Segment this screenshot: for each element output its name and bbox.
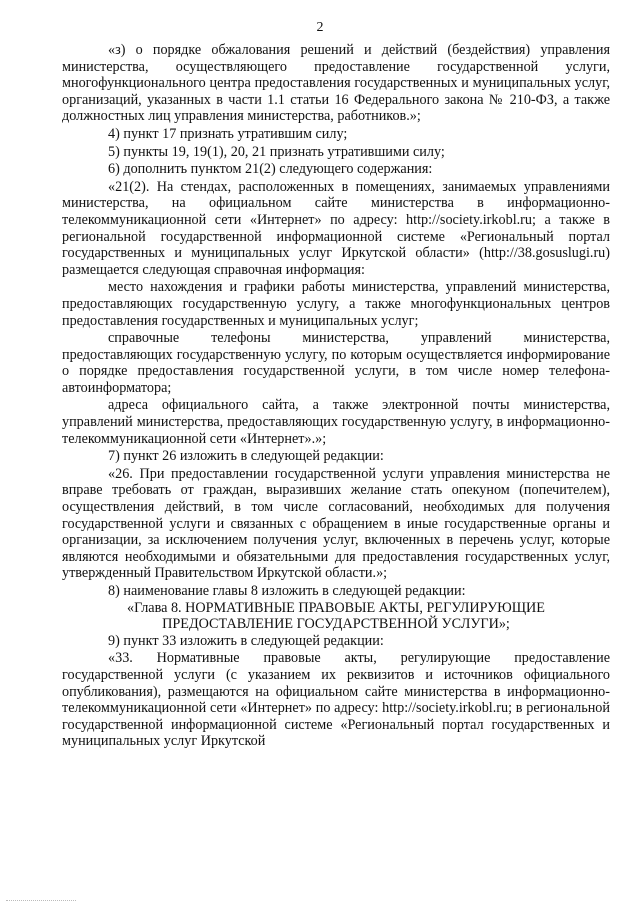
document-body bbox=[62, 42, 610, 750]
paragraph-21-2-stands: «21(2). На стендах, расположенных в помещениях, занимаемых управлениями министерства, на официальном сайте министерства в информационно-телекоммуникационной сети «Интернет» по адресу: http://society.irkobl.ru; а также в региональной государственной информационной системе «Региональный портал государственных и муниципальных услуг Иркутской области» (http://38.gosuslugi.ru) размещается следующая справочная информация: bbox=[62, 178, 610, 278]
paragraph-website-email: адреса официального сайта, а также электронной почты министерства, управлений министерства, предоставляющих государственную услугу, в информационно-телекоммуникационной сети «Интернет».»; bbox=[62, 397, 610, 447]
paragraph-item-7: 7) пункт 26 изложить в следующей редакции: bbox=[108, 448, 384, 465]
paragraph-reference-phones: справочные телефоны министерства, управлений министерства, предоставляющих государственную услугу, по которым осуществляется информирование о порядке предоставления государственной услуги, в том числе номер телефона-автоинформатора; bbox=[62, 330, 610, 396]
paragraph-item-6: 6) дополнить пунктом 21(2) следующего содержания: bbox=[108, 161, 433, 178]
paragraph-item-5: 5) пункты 19, 19(1), 20, 21 признать утратившими силу; bbox=[108, 143, 445, 160]
paragraph-26-requirements: «26. При предоставлении государственной услуги управления министерства не вправе требовать от граждан, выразивших желание стать опекуном (попечителем), осуществления действий, в том числе согласований, необходимых для получения государственной услуги и связанных с обращением в иные государственные органы и организации, за исключением получения услуг, включенных в перечень услуг, которые являются необходимыми и обязательными для предоставления государственных услуг, утвержденный Правительством Иркутской области.»; bbox=[62, 465, 610, 582]
chapter-8-heading: «Глава 8. НОРМАТИВНЫЕ ПРАВОВЫЕ АКТЫ, РЕГУЛИРУЮЩИЕ ПРЕДОСТАВЛЕНИЕ ГОСУДАРСТВЕННОЙ УСЛУГИ»; bbox=[127, 599, 545, 633]
paragraph-item-9: 9) пункт 33 изложить в следующей редакции: bbox=[108, 632, 384, 649]
scan-edge-mark bbox=[6, 900, 76, 901]
paragraph-item-8: 8) наименование главы 8 изложить в следующей редакции: bbox=[108, 583, 466, 599]
page-number: 2 bbox=[316, 20, 324, 35]
paragraph-item-4: 4) пункт 17 признать утратившим силу; bbox=[108, 125, 348, 142]
paragraph-location-schedules: место нахождения и графики работы министерства, управлений министерства, предоставляющих государственную услугу, а также многофункциональных центров предоставления государственных и муниципальных услуг; bbox=[62, 279, 610, 329]
paragraph-3z-appeal-procedure: «з) о порядке обжалования решений и действий (бездействия) управления министерства, осуществляющего предоставление государственной услуги, многофункционального центра предоставления государственных и муниципальных услуг, организаций, указанных в части 1.1 статьи 16 Федерального закона № 210-ФЗ, а также должностных лиц управления министерства, работников.»; bbox=[62, 42, 610, 125]
paragraph-33-legal-acts: «33. Нормативные правовые акты, регулирующие предоставление государственной услуги (с указанием их реквизитов и источников официального опубликования), размещаются на официальном сайте министерства в информационно-телекоммуникационной сети «Интернет» по адресу: http://society.irkobl.ru; в региональной государственной информационной системе «Региональный портал государственных и муниципальных услуг Иркутской bbox=[62, 650, 610, 750]
